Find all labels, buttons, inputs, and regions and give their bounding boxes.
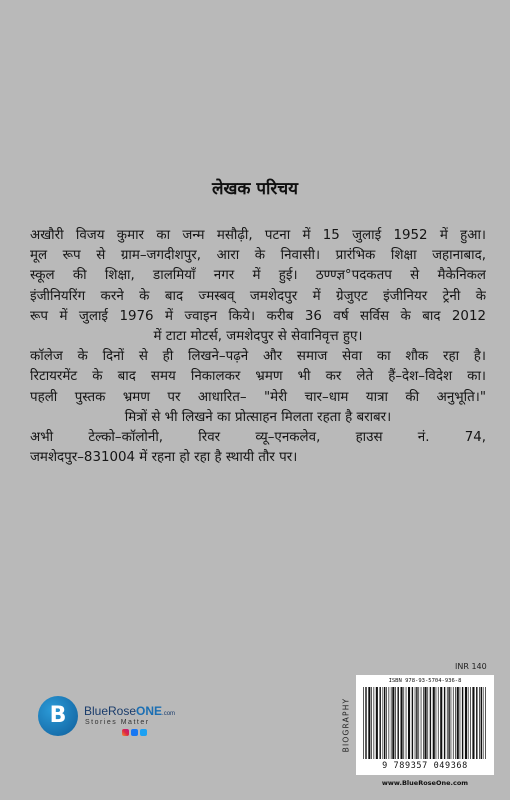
instagram-icon: [122, 729, 129, 736]
barcode-bar: [412, 687, 413, 759]
genre-label: BIOGRAPHY: [341, 697, 351, 753]
bio-line: जमशेदपुर–831004 में रहना हो रहा है स्थायी तौर पर।: [30, 450, 298, 466]
isbn-barcode: [356, 675, 494, 775]
barcode-bar: [386, 687, 387, 759]
barcode-bar: [455, 687, 456, 759]
bio-line: में टाटा मोटर्स, जमशेदपुर से सेवानिवृत्त हुए।: [153, 329, 363, 345]
barcode-bar: [401, 687, 403, 759]
section-title: लेखक परिचय: [211, 179, 299, 199]
bio-line: रिटायरमेंट के बाद समय निकालकर भ्रमण भी कर लेते हैं–देश–विदेश का।: [30, 369, 486, 385]
barcode-bar: [389, 687, 390, 759]
barcode-bar: [436, 687, 437, 759]
barcode-bar: [376, 687, 378, 759]
bio-line: अभी टेल्को–कॉलोनी, रिवर व्यू–एनकलेव, हाउस नं. 74,: [30, 430, 486, 446]
bio-line: रूप में जुलाई 1976 में ज्वाइन किये। करीब 36 वर्ष सर्विस के बाद 2012: [30, 308, 486, 324]
barcode-bar: [451, 687, 452, 759]
barcode-bar: [440, 687, 442, 759]
barcode-bar: [421, 687, 422, 759]
bio-line: मूल रूप से ग्राम–जगदीशपुर, आरा के निवासी। प्रारंभिक शिक्षा जहानाबाद,: [30, 248, 486, 264]
barcode-bar: [444, 687, 445, 759]
isbn-label: ISBN 978-93-5704-936-8: [388, 678, 462, 684]
bio-line: अखौरी विजय कुमार का जन्म मसौढ़ी, पटना में 15 जुलाई 1952 में हुआ।: [30, 228, 486, 243]
barcode-bar: [476, 687, 477, 759]
genre-label-container: [338, 675, 354, 775]
barcode-bar: [403, 687, 404, 759]
barcode-bar: [427, 687, 428, 759]
price-label: INR 140: [455, 662, 487, 671]
barcode-bar: [384, 687, 385, 759]
barcode-bar: [418, 687, 419, 759]
barcode-bar: [423, 687, 424, 759]
barcode-bar: [415, 687, 416, 759]
barcode-bar: [430, 687, 431, 759]
twitter-icon: [140, 729, 147, 736]
barcode-bar: [465, 687, 467, 759]
barcode-bar: [438, 687, 439, 759]
barcode-bar: [398, 687, 399, 759]
barcode-block: [338, 675, 494, 793]
publisher-website: www.BlueRoseOne.com: [381, 779, 469, 787]
barcode-bar: [383, 687, 384, 759]
bio-line: मित्रों से भी लिखने का प्रोत्साहन मिलता रहता है बराबर।: [124, 409, 392, 425]
barcode-bar: [472, 687, 474, 759]
barcode-bar: [481, 687, 482, 759]
facebook-icon: [131, 729, 138, 736]
barcode-bar: [365, 687, 366, 759]
barcode-bar: [395, 687, 396, 759]
barcode-bar: [416, 687, 417, 759]
barcode-bar: [448, 687, 449, 759]
social-icons: [122, 729, 149, 738]
barcode-bar: [406, 687, 407, 759]
barcode-bars: [362, 687, 488, 759]
barcode-bar: [433, 687, 435, 759]
barcode-bar: [380, 687, 381, 759]
barcode-bar: [425, 687, 427, 759]
barcode-bar: [368, 687, 370, 759]
barcode-bar: [462, 687, 463, 759]
barcode-bar: [470, 687, 471, 759]
barcode-bar: [408, 687, 410, 759]
isbn-digits: 9 789357 049368: [382, 761, 468, 771]
barcode-bar: [468, 687, 469, 759]
barcode-bar: [371, 687, 372, 759]
bio-line: इंजीनियरिंग करने के बाद ज्मस्बव् जमशेदपुर में ग्रेजुएट इंजीनियर ट्रेनी के: [30, 288, 486, 304]
barcode-bar: [374, 687, 375, 759]
barcode-bar: [392, 687, 394, 759]
publisher-logo: [38, 696, 176, 740]
bio-line: स्कूल की शिक्षा, डालमियाँ नगर में हुई। ठण्ण्ज्ञ°पदकतप से मैकेनिकल: [30, 268, 486, 284]
barcode-bar: [485, 687, 486, 759]
publisher-tagline: Stories Matter: [85, 719, 150, 726]
barcode-bar: [483, 687, 484, 759]
bio-line: कॉलेज के दिनों से ही लिखने–पढ़ने और समाज सेवा का शौक रहा है।: [30, 349, 486, 365]
barcode-bar: [479, 687, 480, 759]
author-bio: [30, 226, 486, 468]
barcode-bar: [447, 687, 448, 759]
barcode-bar: [363, 687, 364, 759]
publisher-name: BlueRoseONE.com: [84, 704, 176, 718]
barcode-bar: [391, 687, 392, 759]
barcode-bar: [460, 687, 461, 759]
bluerose-logo-icon: [38, 696, 78, 736]
bio-line: पहली पुस्तक भ्रमण पर आधारित– "मेरी चार–धाम यात्रा की अनुभूति।": [30, 389, 486, 405]
barcode-bar: [453, 687, 454, 759]
barcode-bar: [457, 687, 459, 759]
